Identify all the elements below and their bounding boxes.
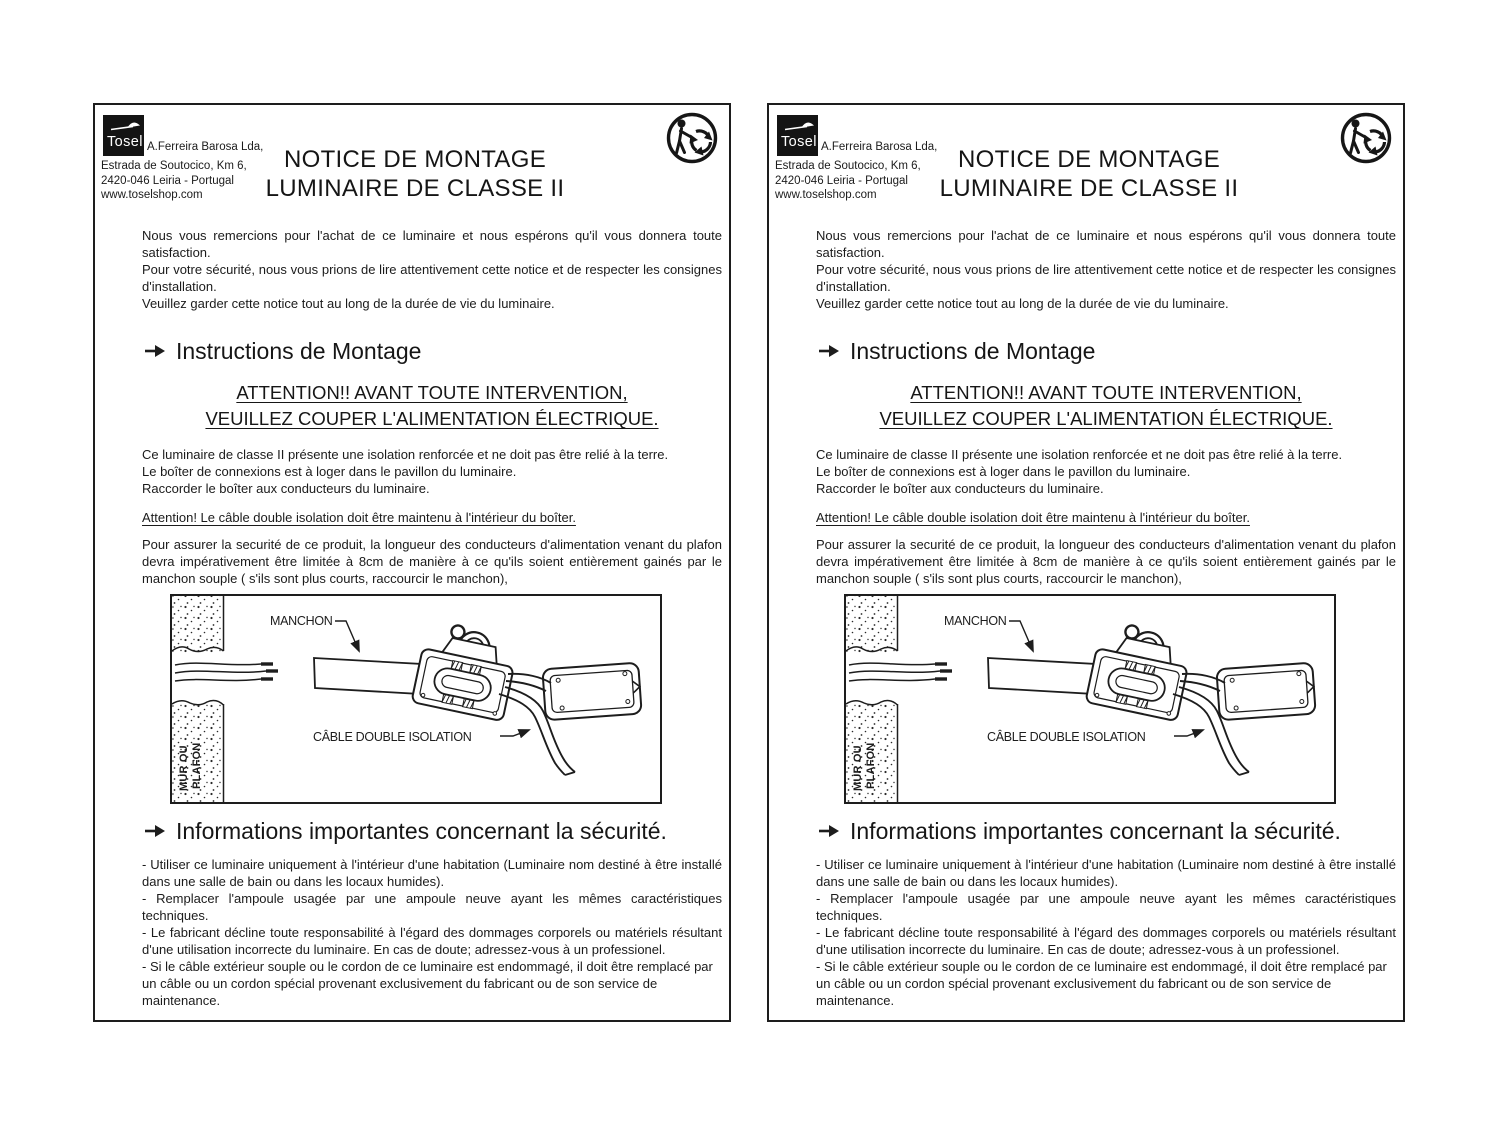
page-title [115, 145, 715, 203]
address-line: Estrada de Soutocico, Km 6, [101, 160, 247, 172]
sleeve-length-note: Pour assurer la securité de ce produit, la longueur des conducteurs d'alimentation venant du plafon devra impérativement être limitée à 8cm de manière à ce qu'ils soient entièrement gainés par le manchon souple ( s'ils sont plus courts, raccourcir le manchon), [142, 537, 722, 586]
arrow-bullet-icon [144, 344, 166, 358]
class2-notes [142, 446, 722, 497]
page-title [789, 145, 1389, 203]
security-bullet: - Utiliser ce luminaire uniquement à l'intérieur d'une habitation (Luminaire nom destiné à être installé dans une salle de bain ou dans les locaux humides). [816, 857, 1396, 889]
intro-paragraph: Nous vous remercions pour l'achat de ce luminaire et nous espérons qu'il vous donnera toute satisfaction. [816, 228, 1396, 260]
sleeve-shape [988, 658, 1096, 694]
intro-paragraphs [142, 227, 722, 312]
arrow-bullet-icon [818, 344, 840, 358]
cable-attention-note: Attention! Le câble double isolation doit être maintenu à l'intérieur du boîter. [816, 510, 1250, 525]
mounting-diagram [170, 594, 662, 804]
arrow-bullet-icon [818, 824, 840, 838]
security-bullet: - Remplacer l'ampoule usagée par une ampoule neuve ayant les mêmes caractéristiques techniques. [142, 891, 722, 923]
logo-wordmark: Tosel [107, 134, 143, 150]
montage-heading [818, 338, 1396, 364]
security-bullet: - Remplacer l'ampoule usagée par une ampoule neuve ayant les mêmes caractéristiques techniques. [816, 891, 1396, 923]
security-heading [818, 818, 1396, 844]
montage-heading [144, 338, 722, 364]
security-bullet: - Si le câble extérieur souple ou le cordon de ce luminaire est endommagé, il doit être remplacé par un câble ou un cordon spécial provenant exclusivement du fabricant ou de son service de maintenance. [142, 959, 713, 1008]
class2-line: Raccorder le boîter aux conducteurs du luminaire. [142, 481, 430, 496]
arrow-bullet-icon [144, 824, 166, 838]
sleeve-shape [314, 658, 422, 694]
title-line-1: NOTICE DE MONTAGE [958, 146, 1220, 173]
wall-label [852, 743, 877, 791]
title-line-2: LUMINAIRE DE CLASSE II [939, 175, 1239, 202]
address-line: 2420-046 Leiria - Portugal [775, 174, 908, 187]
warning-line: ATTENTION!! AVANT TOUTE INTERVENTION, [236, 382, 628, 403]
cover-plate [542, 663, 641, 721]
mounting-diagram [844, 594, 1336, 804]
class2-line: Le boîter de connexions est à loger dans le pavillon du luminaire. [816, 464, 1191, 479]
intro-paragraph: Nous vous remercions pour l'achat de ce luminaire et nous espérons qu'il vous donnera toute satisfaction. [142, 228, 722, 260]
class2-line: Raccorder le boîter aux conducteurs du luminaire. [816, 481, 1104, 496]
logo-wordmark: Tosel [781, 134, 817, 150]
intro-paragraph: Veuillez garder cette notice tout au long de la durée de vie du luminaire. [816, 296, 1229, 311]
svg-text:PLAFON: PLAFON [865, 742, 877, 789]
wall-label [178, 743, 203, 791]
intro-paragraph: Pour votre sécurité, nous vous prions de lire attentivement cette notice et de respecter les consignes d'installation. [816, 262, 1396, 294]
class2-line: Le boîter de connexions est à loger dans le pavillon du luminaire. [142, 464, 517, 479]
svg-text:MUR OU: MUR OU [178, 745, 190, 791]
warning-line: VEUILLEZ COUPER L'ALIMENTATION ÉLECTRIQUE. [205, 408, 659, 429]
triman-recycle-icon [1339, 111, 1394, 166]
intro-paragraph: Veuillez garder cette notice tout au long de la durée de vie du luminaire. [142, 296, 555, 311]
class2-line: Ce luminaire de classe II présente une isolation renforcée et ne doit pas être relié à la terre. [816, 447, 1343, 462]
triman-recycle-icon [665, 111, 720, 166]
sleeve-length-note: Pour assurer la securité de ce produit, la longueur des conducteurs d'alimentation venant du plafon devra impérativement être limitée à 8cm de manière à ce qu'ils soient entièrement gainés par le manchon souple ( s'ils sont plus courts, raccourcir le manchon), [816, 537, 1396, 586]
intro-paragraph: Pour votre sécurité, nous vous prions de lire attentivement cette notice et de respecter les consignes d'installation. [142, 262, 722, 294]
power-warning [816, 380, 1396, 432]
title-line-1: NOTICE DE MONTAGE [284, 146, 546, 173]
address-line: 2420-046 Leiria - Portugal [101, 174, 234, 187]
sleeve-label: MANCHON [270, 614, 333, 628]
power-warning [142, 380, 722, 432]
class2-line: Ce luminaire de classe II présente une isolation renforcée et ne doit pas être relié à la terre. [142, 447, 669, 462]
company-name: A.Ferreira Barosa Lda, [147, 141, 264, 153]
warning-line: VEUILLEZ COUPER L'ALIMENTATION ÉLECTRIQUE. [879, 408, 1333, 429]
page-header [95, 105, 729, 223]
page-body [142, 227, 722, 1009]
cover-plate [1216, 663, 1315, 721]
svg-text:MUR OU: MUR OU [852, 745, 864, 791]
security-heading-label: Informations importantes concernant la sécurité. [850, 818, 1341, 844]
security-bullet: - Si le câble extérieur souple ou le cordon de ce luminaire est endommagé, il doit être remplacé par un câble ou un cordon spécial provenant exclusivement du fabricant ou de son service de maintenance. [816, 959, 1387, 1008]
security-heading-label: Informations importantes concernant la sécurité. [176, 818, 667, 844]
address-line: Estrada de Soutocico, Km 6, [775, 160, 921, 172]
montage-heading-label: Instructions de Montage [176, 338, 422, 364]
svg-text:PLAFON: PLAFON [191, 742, 203, 789]
montage-heading-label: Instructions de Montage [850, 338, 1096, 364]
notice-page [767, 103, 1405, 1022]
page-header [769, 105, 1403, 223]
class2-notes [816, 446, 1396, 497]
company-website: www.toselshop.com [775, 189, 877, 201]
cable-label: CÂBLE DOUBLE ISOLATION [987, 730, 1146, 744]
title-line-2: LUMINAIRE DE CLASSE II [265, 175, 565, 202]
security-bullets [142, 856, 722, 1009]
security-bullet: - Le fabricant décline toute responsabilité à l'égard des dommages corporels ou matériels résultant d'une utilisation incorrecte du luminaire. En cas de doute; adressez-vous à un professionel. [142, 925, 722, 957]
security-heading [144, 818, 722, 844]
page-body [816, 227, 1396, 1009]
cable-attention-note: Attention! Le câble double isolation doit être maintenu à l'intérieur du boîter. [142, 510, 576, 525]
company-name: A.Ferreira Barosa Lda, [821, 141, 938, 153]
sleeve-label: MANCHON [944, 614, 1007, 628]
cable-label: CÂBLE DOUBLE ISOLATION [313, 730, 472, 744]
security-bullet: - Utiliser ce luminaire uniquement à l'intérieur d'une habitation (Luminaire nom destiné à être installé dans une salle de bain ou dans les locaux humides). [142, 857, 722, 889]
security-bullet: - Le fabricant décline toute responsabilité à l'égard des dommages corporels ou matériels résultant d'une utilisation incorrecte du luminaire. En cas de doute; adressez-vous à un professionel. [816, 925, 1396, 957]
intro-paragraphs [816, 227, 1396, 312]
security-bullets [816, 856, 1396, 1009]
company-website: www.toselshop.com [101, 189, 203, 201]
warning-line: ATTENTION!! AVANT TOUTE INTERVENTION, [910, 382, 1302, 403]
notice-page [93, 103, 731, 1022]
